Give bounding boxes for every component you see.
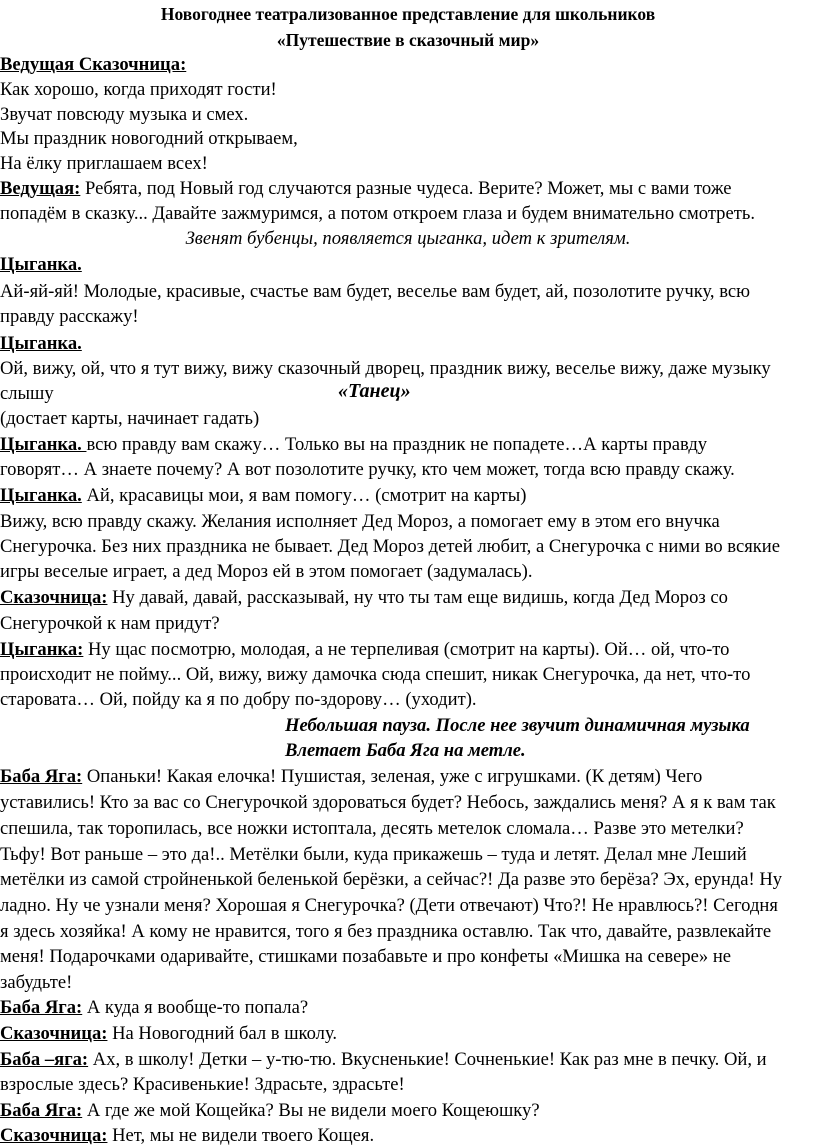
script-line: правду расскажу! <box>0 306 139 327</box>
replica-text: Ах, в школу! Детки – у-тю-тю. Вкусненькие! Сочненькие! Как раз мне в печку. Ой, и <box>88 1049 767 1070</box>
replica-text: Ай, красавицы мои, я вам помогу… (смотрит на карты) <box>81 485 527 506</box>
script-line: старовата… Ой, пойду ка я по добру по-здорову… (уходит). <box>0 689 477 710</box>
role-label: Ведущая: <box>0 178 81 199</box>
script-line: Ай-яй-яй! Молодые, красивые, счастье вам будет, веселье вам будет, ай, позолотите ручку, всю <box>0 281 751 302</box>
role-label: Цыганка: <box>0 639 84 660</box>
script-line: говорят… А знаете почему? А вот позолотите ручку, кто чем может, тогда всю правду скажу. <box>0 459 735 480</box>
stage-direction: Влетает Баба Яга на метле. <box>285 740 526 761</box>
script-line <box>0 765 816 789</box>
role-label: Сказочница: <box>0 587 108 608</box>
script-line: ладно. Ну че узнали меня? Хорошая я Снегурочка? (Дети отвечают) Что?! Не нравлюсь?! Сегодня <box>0 895 778 916</box>
script-line <box>0 53 816 77</box>
document-title: Новогоднее театрализованное представление для школьников <box>160 4 656 24</box>
role-label: Цыганка. <box>0 434 87 455</box>
script-line <box>0 177 816 201</box>
script-line: Вижу, всю правду скажу. Желания исполняет Дед Мороз, а помогает ему в этом его внучка <box>0 511 720 532</box>
role-label: Цыганка. <box>0 333 82 354</box>
replica-text: Опаньки! Какая елочка! Пушистая, зеленая, уже с игрушками. (К детям) Чего <box>82 766 703 787</box>
script-line: спешила, так торопилась, все ножки истоптала, десять метелок сломала… Разве это метелки? <box>0 818 744 839</box>
script-line <box>0 433 816 457</box>
replica-text: Ну давай, давай, рассказывай, ну что ты там еще видишь, когда Дед Мороз со <box>107 587 728 608</box>
script-line: уставились! Кто за вас со Снегурочкой здороваться будет? Небось, заждались меня? А я к вам так <box>0 792 776 813</box>
replica-text: Нет, мы не видели твоего Кощея. <box>107 1125 375 1146</box>
script-line: Ой, вижу, ой, что я тут вижу, вижу сказочный дворец, праздник вижу, веселье вижу, даже музыку <box>0 358 771 379</box>
role-label: Ведущая Сказочница: <box>0 54 187 75</box>
dance-heading: «Танец» <box>338 380 411 402</box>
script-line: Звучат повсюду музыка и смех. <box>0 104 249 125</box>
script-line: взрослые здесь? Красивенькие! Здрасьте, здрасьте! <box>0 1074 405 1095</box>
role-label: Баба Яга: <box>0 766 83 787</box>
script-line <box>0 253 816 277</box>
stage-direction: Небольшая пауза. После нее звучит динамичная музыка <box>285 715 750 736</box>
script-line <box>0 1048 816 1072</box>
script-line <box>0 1099 816 1123</box>
script-line: забудьте! <box>0 972 73 993</box>
replica-text: всю правду вам скажу… Только вы на праздник не попадете…А карты правду <box>86 434 708 455</box>
script-line: Мы праздник новогодний открываем, <box>0 128 298 149</box>
script-line: Снегурочка. Без них праздника не бывает. Дед Мороз детей любит, а Снегурочка с ними во всякие <box>0 536 780 557</box>
replica-text: слышу <box>0 383 54 404</box>
role-label: Сказочница: <box>0 1125 108 1146</box>
script-line <box>0 484 816 508</box>
role-label: Баба –яга: <box>0 1049 89 1070</box>
script-line: попадём в сказку... Давайте зажмуримся, а потом откроем глаза и будем внимательно смотреть. <box>0 203 755 224</box>
replica-text: Ну щас посмотрю, молодая, а не терпеливая (смотрит на карты). Ой… ой, что-то <box>83 639 730 660</box>
script-line: я здесь хозяйка! А кому не нравится, того я без праздника оставлю. Так что, давайте, развлекайте <box>0 921 772 942</box>
script-line <box>0 1022 816 1046</box>
replica-text: А где же мой Кощейка? Вы не видели моего Кощеюшку? <box>82 1100 540 1121</box>
script-line: На ёлку приглашаем всех! <box>0 153 208 174</box>
script-line <box>0 638 816 662</box>
script-line: (достает карты, начинает гадать) <box>0 408 260 429</box>
replica-text: А куда я вообще-то попала? <box>82 997 309 1018</box>
script-line <box>0 586 816 610</box>
replica-text: На Новогодний бал в школу. <box>107 1023 338 1044</box>
stage-direction: Звенят бубенцы, появляется цыганка, идет к зрителям. <box>185 228 631 249</box>
role-label: Сказочница: <box>0 1023 108 1044</box>
script-line: игры веселые играет, а дед Мороз ей в этом помогает (задумалась). <box>0 561 533 582</box>
document-subtitle: «Путешествие в сказочный мир» <box>276 30 540 50</box>
script-line: Тьфу! Вот раньше – это да!.. Метёлки были, куда прикажешь – туда и летят. Делал мне Леший <box>0 844 747 865</box>
script-line: меня! Подарочками одаривайте, стишками позабавьте и про конфеты «Мишка на севере» не <box>0 946 732 967</box>
role-label: Баба Яга: <box>0 1100 83 1121</box>
role-label: Цыганка. <box>0 485 82 506</box>
script-line <box>0 332 816 356</box>
script-line <box>0 382 816 406</box>
script-line: происходит не пойму... Ой, вижу, вижу дамочка сюда спешит, никак Снегурочка, да нет, что-то <box>0 664 751 685</box>
script-line: Снегурочкой к нам придут? <box>0 613 220 634</box>
role-label: Баба Яга: <box>0 997 83 1018</box>
role-label: Цыганка. <box>0 254 82 275</box>
script-line: Как хорошо, когда приходят гости! <box>0 79 277 100</box>
replica-text: Ребята, под Новый год случаются разные чудеса. Верите? Может, мы с вами тоже <box>80 178 732 199</box>
script-line: метёлки из самой стройненькой беленькой берёзки, а сейчас?! Да разве это берёза? Эх, ерунда! Ну <box>0 869 783 890</box>
script-line <box>0 996 816 1020</box>
script-line <box>0 1124 816 1148</box>
